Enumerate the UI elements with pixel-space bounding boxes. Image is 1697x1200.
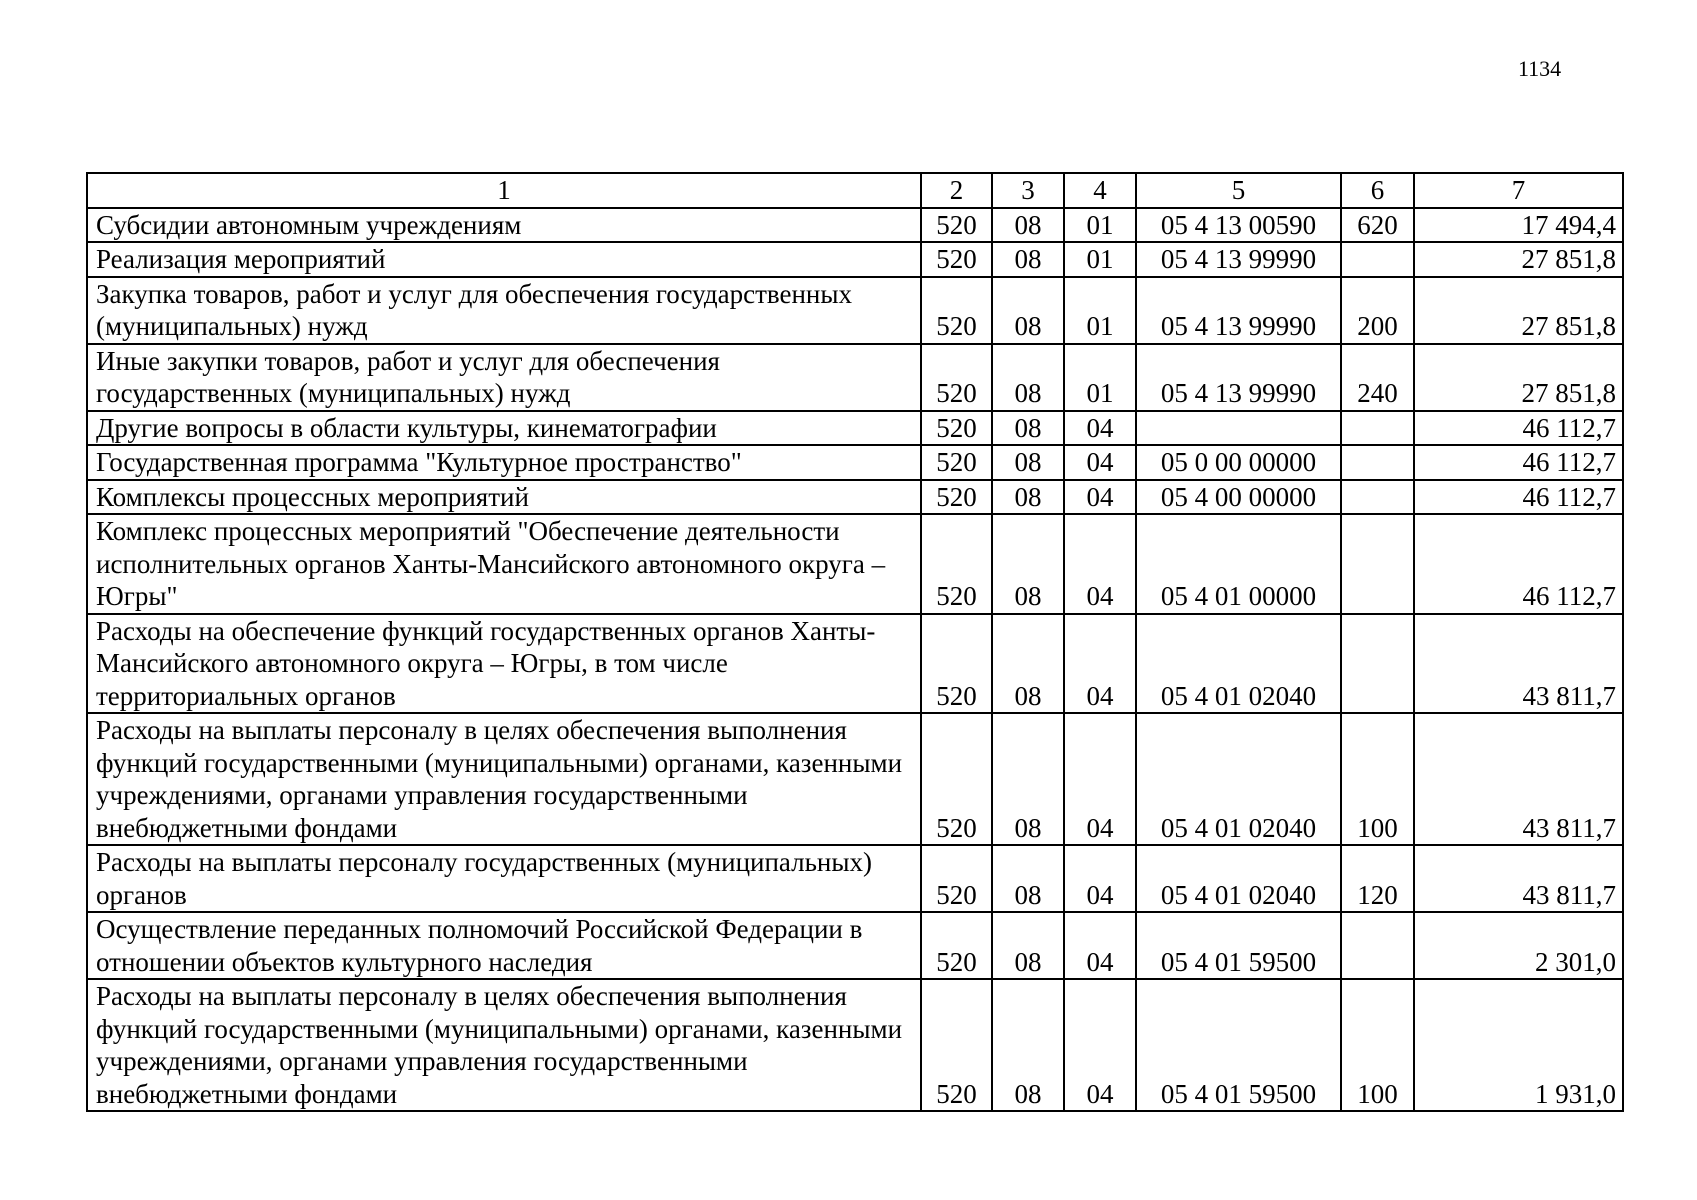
row-subsection-cell: 01 bbox=[1064, 277, 1136, 344]
row-name-cell: Осуществление переданных полномочий Российской Федерации в отношении объектов культурного наследия bbox=[87, 912, 921, 979]
row-code-cell: 520 bbox=[921, 845, 992, 912]
row-name-cell: Закупка товаров, работ и услуг для обеспечения государственных (муниципальных) нужд bbox=[87, 277, 921, 344]
row-subsection-cell: 04 bbox=[1064, 445, 1136, 480]
row-expense-type-cell: 240 bbox=[1341, 344, 1414, 411]
row-code-cell: 520 bbox=[921, 979, 992, 1111]
row-subsection-cell: 04 bbox=[1064, 912, 1136, 979]
row-section-cell: 08 bbox=[992, 845, 1064, 912]
row-amount-cell: 27 851,8 bbox=[1414, 277, 1623, 344]
row-name-cell: Комплексы процессных мероприятий bbox=[87, 480, 921, 515]
row-expense-type-cell bbox=[1341, 912, 1414, 979]
row-subsection-cell: 04 bbox=[1064, 979, 1136, 1111]
row-amount-cell: 1 931,0 bbox=[1414, 979, 1623, 1111]
row-section-cell: 08 bbox=[992, 514, 1064, 614]
row-expense-type-cell bbox=[1341, 480, 1414, 515]
row-target-cell: 05 4 13 99990 bbox=[1136, 344, 1341, 411]
row-expense-type-cell: 100 bbox=[1341, 713, 1414, 845]
column-header: 3 bbox=[992, 173, 1064, 208]
row-section-cell: 08 bbox=[992, 242, 1064, 277]
table-row bbox=[87, 713, 1623, 845]
row-expense-type-cell: 200 bbox=[1341, 277, 1414, 344]
row-section-cell: 08 bbox=[992, 277, 1064, 344]
row-target-cell: 05 4 01 00000 bbox=[1136, 514, 1341, 614]
row-target-cell: 05 4 13 99990 bbox=[1136, 277, 1341, 344]
row-target-cell: 05 4 00 00000 bbox=[1136, 480, 1341, 515]
table-row bbox=[87, 514, 1623, 614]
table-header-row bbox=[87, 173, 1623, 208]
row-code-cell: 520 bbox=[921, 480, 992, 515]
row-expense-type-cell: 120 bbox=[1341, 845, 1414, 912]
row-section-cell: 08 bbox=[992, 713, 1064, 845]
row-subsection-cell: 04 bbox=[1064, 614, 1136, 714]
row-subsection-cell: 01 bbox=[1064, 242, 1136, 277]
row-target-cell: 05 4 01 59500 bbox=[1136, 979, 1341, 1111]
row-expense-type-cell bbox=[1341, 445, 1414, 480]
row-subsection-cell: 04 bbox=[1064, 480, 1136, 515]
row-section-cell: 08 bbox=[992, 445, 1064, 480]
row-code-cell: 520 bbox=[921, 277, 992, 344]
row-expense-type-cell bbox=[1341, 514, 1414, 614]
column-header: 5 bbox=[1136, 173, 1341, 208]
row-section-cell: 08 bbox=[992, 344, 1064, 411]
table-body bbox=[87, 208, 1623, 1112]
row-target-cell: 05 4 01 59500 bbox=[1136, 912, 1341, 979]
row-expense-type-cell bbox=[1341, 614, 1414, 714]
row-amount-cell: 27 851,8 bbox=[1414, 344, 1623, 411]
table-row bbox=[87, 208, 1623, 243]
row-code-cell: 520 bbox=[921, 411, 992, 446]
row-code-cell: 520 bbox=[921, 713, 992, 845]
row-amount-cell: 2 301,0 bbox=[1414, 912, 1623, 979]
table-row bbox=[87, 480, 1623, 515]
row-amount-cell: 17 494,4 bbox=[1414, 208, 1623, 243]
table-row bbox=[87, 614, 1623, 714]
row-name-cell: Расходы на выплаты персоналу в целях обеспечения выполнения функций государственными (муниципальными) органами, казенными учреждениями, органами управления государственными внебюджетными фондами bbox=[87, 713, 921, 845]
row-section-cell: 08 bbox=[992, 411, 1064, 446]
column-header: 4 bbox=[1064, 173, 1136, 208]
row-code-cell: 520 bbox=[921, 208, 992, 243]
row-section-cell: 08 bbox=[992, 480, 1064, 515]
row-amount-cell: 46 112,7 bbox=[1414, 480, 1623, 515]
row-amount-cell: 43 811,7 bbox=[1414, 713, 1623, 845]
row-code-cell: 520 bbox=[921, 912, 992, 979]
row-name-cell: Расходы на выплаты персоналу в целях обеспечения выполнения функций государственными (муниципальными) органами, казенными учреждениями, органами управления государственными внебюджетными фондами bbox=[87, 979, 921, 1111]
row-name-cell: Субсидии автономным учреждениям bbox=[87, 208, 921, 243]
row-amount-cell: 46 112,7 bbox=[1414, 411, 1623, 446]
column-header: 7 bbox=[1414, 173, 1623, 208]
row-target-cell: 05 4 01 02040 bbox=[1136, 713, 1341, 845]
row-name-cell: Расходы на выплаты персоналу государственных (муниципальных) органов bbox=[87, 845, 921, 912]
table-row bbox=[87, 344, 1623, 411]
row-name-cell: Комплекс процессных мероприятий "Обеспечение деятельности исполнительных органов Ханты-Мансийского автономного округа – Югры" bbox=[87, 514, 921, 614]
row-amount-cell: 46 112,7 bbox=[1414, 514, 1623, 614]
row-subsection-cell: 04 bbox=[1064, 514, 1136, 614]
row-subsection-cell: 04 bbox=[1064, 845, 1136, 912]
row-target-cell: 05 4 01 02040 bbox=[1136, 614, 1341, 714]
budget-table bbox=[86, 172, 1624, 1112]
row-name-cell: Реализация мероприятий bbox=[87, 242, 921, 277]
row-subsection-cell: 01 bbox=[1064, 208, 1136, 243]
table-row bbox=[87, 445, 1623, 480]
row-section-cell: 08 bbox=[992, 979, 1064, 1111]
row-subsection-cell: 04 bbox=[1064, 713, 1136, 845]
row-expense-type-cell bbox=[1341, 242, 1414, 277]
row-section-cell: 08 bbox=[992, 912, 1064, 979]
row-section-cell: 08 bbox=[992, 208, 1064, 243]
table-row bbox=[87, 845, 1623, 912]
row-amount-cell: 46 112,7 bbox=[1414, 445, 1623, 480]
column-header: 6 bbox=[1341, 173, 1414, 208]
row-code-cell: 520 bbox=[921, 514, 992, 614]
row-target-cell: 05 4 01 02040 bbox=[1136, 845, 1341, 912]
row-name-cell: Иные закупки товаров, работ и услуг для обеспечения государственных (муниципальных) нужд bbox=[87, 344, 921, 411]
row-amount-cell: 43 811,7 bbox=[1414, 614, 1623, 714]
column-header: 2 bbox=[921, 173, 992, 208]
row-section-cell: 08 bbox=[992, 614, 1064, 714]
page-number: 1134 bbox=[1518, 56, 1562, 81]
row-target-cell bbox=[1136, 411, 1341, 446]
row-name-cell: Государственная программа "Культурное пространство" bbox=[87, 445, 921, 480]
table-row bbox=[87, 277, 1623, 344]
row-expense-type-cell: 100 bbox=[1341, 979, 1414, 1111]
table-row bbox=[87, 242, 1623, 277]
row-code-cell: 520 bbox=[921, 445, 992, 480]
table-row bbox=[87, 979, 1623, 1111]
row-target-cell: 05 0 00 00000 bbox=[1136, 445, 1341, 480]
row-name-cell: Расходы на обеспечение функций государственных органов Ханты-Мансийского автономного округа – Югры, в том числе территориальных органов bbox=[87, 614, 921, 714]
row-amount-cell: 43 811,7 bbox=[1414, 845, 1623, 912]
row-target-cell: 05 4 13 99990 bbox=[1136, 242, 1341, 277]
row-subsection-cell: 01 bbox=[1064, 344, 1136, 411]
row-subsection-cell: 04 bbox=[1064, 411, 1136, 446]
column-header: 1 bbox=[87, 173, 921, 208]
row-amount-cell: 27 851,8 bbox=[1414, 242, 1623, 277]
row-code-cell: 520 bbox=[921, 344, 992, 411]
row-code-cell: 520 bbox=[921, 242, 992, 277]
table-row bbox=[87, 411, 1623, 446]
table-row bbox=[87, 912, 1623, 979]
row-expense-type-cell bbox=[1341, 411, 1414, 446]
row-name-cell: Другие вопросы в области культуры, кинематографии bbox=[87, 411, 921, 446]
row-expense-type-cell: 620 bbox=[1341, 208, 1414, 243]
row-target-cell: 05 4 13 00590 bbox=[1136, 208, 1341, 243]
row-code-cell: 520 bbox=[921, 614, 992, 714]
